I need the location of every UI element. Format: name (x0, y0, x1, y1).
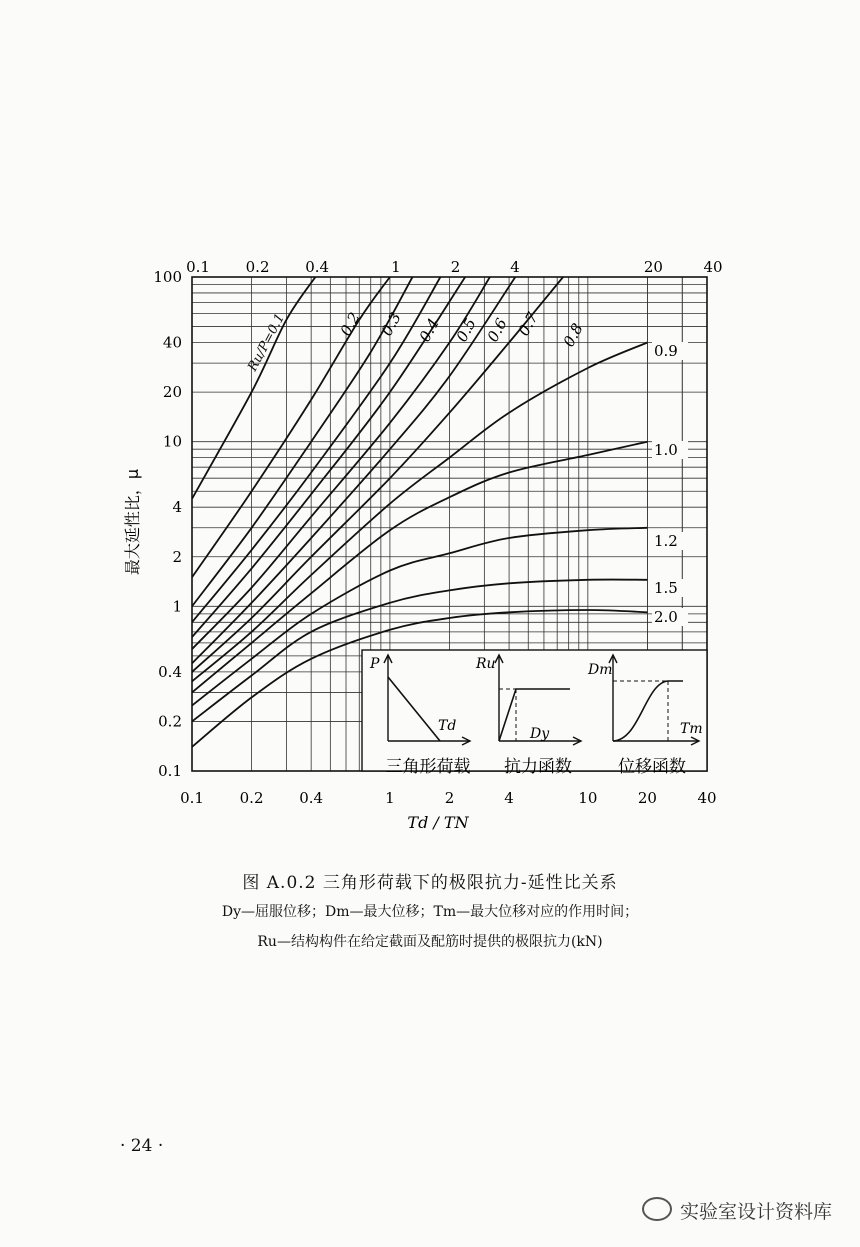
footer-text: 实验室设计资料库 (679, 1201, 832, 1223)
curve-label: 2.0 (654, 608, 678, 626)
page-number: · 24 · (120, 1136, 164, 1156)
y-axis-label: 最大延性比，μ (123, 468, 142, 576)
curve-label: 0.6 (483, 315, 511, 345)
y-tick-label: 0.2 (158, 712, 182, 731)
y-tick-label: 0.1 (158, 762, 182, 780)
inset-3-xlabel: Tm (680, 721, 703, 737)
x-tick-label: 0.2 (239, 789, 264, 807)
curve-label: 1.0 (654, 441, 678, 459)
inset-panel (362, 650, 707, 771)
x-tick-label-top: 20 (643, 258, 663, 276)
curve-label: 0.9 (654, 342, 678, 360)
curve-label: 1.2 (654, 532, 678, 550)
y-tick-label: 10 (162, 432, 182, 451)
curve-label: 0.2 (336, 309, 364, 339)
caption-line-1: Dy—屈服位移；Dm—最大位移；Tm—最大位移对应的作用时间； (221, 904, 639, 920)
x-tick-label: 2 (444, 789, 455, 807)
curve-label: 0.4 (415, 315, 443, 345)
x-tick-label-top: 40 (703, 258, 723, 276)
x-tick-label: 4 (504, 789, 514, 807)
curve-label: 0.5 (452, 315, 480, 345)
inset-1-ylabel: P (370, 656, 380, 672)
figure-title: 图 A.0.2 三角形荷载下的极限抗力-延性比关系 (242, 873, 618, 893)
inset-3-ylabel: Dm (588, 662, 613, 678)
x-tick-label: 0.1 (180, 789, 204, 807)
curve-label: 0.3 (377, 309, 405, 339)
x-tick-label: 0.4 (299, 789, 324, 807)
x-tick-label-top: 0.4 (305, 258, 330, 276)
x-tick-label-top: 1 (391, 258, 401, 276)
curve-label: Ru/P=0.1 (245, 311, 289, 374)
wechat-icon (642, 1197, 672, 1221)
x-tick-label: 1 (385, 789, 395, 807)
x-tick-label-top: 0.2 (245, 258, 270, 276)
x-tick-label: 40 (697, 789, 717, 807)
x-tick-label: 10 (578, 789, 598, 807)
curve-0-1 (192, 277, 315, 499)
x-tick-label-top: 4 (510, 258, 520, 276)
y-tick-label: 4 (172, 498, 182, 517)
curve-label: 1.5 (654, 579, 678, 597)
inset-2-ylabel: Ru (476, 656, 496, 672)
caption-line-2: Ru—结构构件在给定截面及配筋时提供的极限抗力(kN) (257, 934, 603, 950)
y-tick-label: 20 (162, 383, 182, 402)
y-tick-label: 40 (162, 333, 182, 352)
inset-2-caption: 抗力函数 (504, 757, 572, 777)
inset-3-caption: 位移函数 (618, 757, 686, 777)
y-tick-label: 100 (153, 268, 182, 286)
inset-1-caption: 三角形荷载 (385, 757, 471, 777)
inset-2-xlabel: Dy (530, 726, 550, 742)
y-tick-label: 1 (172, 597, 182, 616)
y-tick-label: 0.4 (158, 662, 182, 681)
x-tick-label-top: 2 (450, 258, 461, 276)
x-tick-label-top: 0.1 (186, 258, 210, 276)
curve-label: 0.8 (559, 320, 587, 350)
inset-1-xlabel: Td (438, 718, 457, 734)
curve-label: 0.7 (514, 309, 542, 339)
watermark-footer (642, 1197, 832, 1224)
x-axis-label: Td / TN (407, 813, 469, 832)
x-tick-label: 20 (637, 789, 657, 807)
inset-diagrams (362, 650, 707, 777)
y-tick-label: 2 (172, 547, 182, 566)
